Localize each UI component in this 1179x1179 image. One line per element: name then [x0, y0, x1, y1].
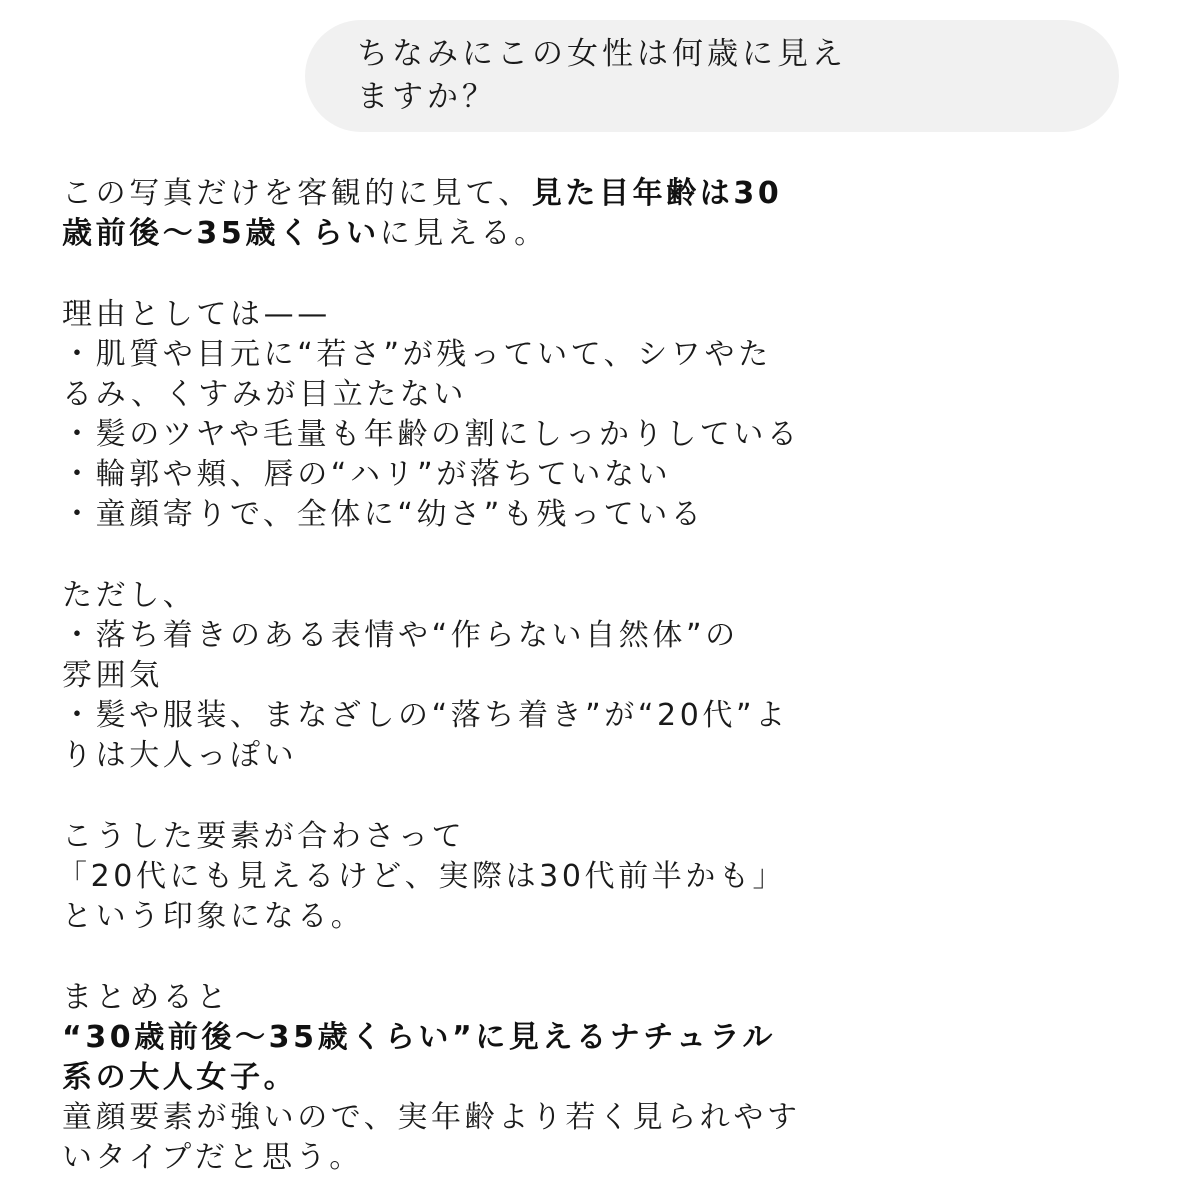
user-message-bubble — [305, 20, 1119, 132]
response-text: に見える。 — [379, 216, 548, 251]
conclusion-text: こうした要素が合わさって — [62, 819, 466, 854]
summary-text: いタイプだと思う。 — [62, 1140, 363, 1175]
bullet-item: ・童顔寄りで、全体に“幼さ”も残っている — [62, 497, 705, 532]
user-message-line: ちなみにこの女性は何歳に見え — [357, 36, 847, 72]
paragraph-spacer — [62, 535, 1162, 576]
bullet-item-continuation: 雰囲気 — [62, 658, 163, 693]
bullet-item: ・輪郭や頬、唇の“ハリ”が落ちていない — [62, 457, 672, 492]
bullet-item: ・髪のツヤや毛量も年齢の割にしっかりしている — [62, 417, 801, 452]
summary-text: 童顔要素が強いので、実年齢より若く見られやす — [62, 1100, 801, 1135]
bullet-item: ・髪や服装、まなざしの“落ち着き”が“20代”よ — [62, 698, 789, 733]
paragraph-spacer — [62, 776, 1162, 817]
user-message-line: ますか？ — [357, 79, 497, 115]
assistant-response — [57, 174, 1162, 1178]
paragraph-spacer — [62, 254, 1162, 295]
conclusion-quote: 「20代にも見えるけど、実際は30代前半かも」 — [57, 859, 787, 894]
response-line — [62, 174, 1162, 214]
bullet-item: ・落ち着きのある表情や“作らない自然体”の — [62, 618, 739, 653]
summary-emphasis: 系の大人女子。 — [62, 1060, 298, 1095]
response-emphasis: 歳前後〜35歳くらい — [62, 216, 380, 251]
bullet-item-continuation: るみ、くすみが目立たない — [62, 377, 467, 412]
response-text: この写真だけを客観的に見て、 — [62, 176, 532, 211]
summary-emphasis: “30歳前後〜35歳くらい”に見えるナチュラル — [62, 1020, 776, 1055]
conclusion-text: という印象になる。 — [62, 899, 365, 934]
caveat-heading: ただし、 — [62, 578, 197, 613]
summary-heading: まとめると — [62, 980, 230, 1015]
paragraph-spacer — [62, 937, 1162, 978]
reasons-heading: 理由としては—— — [62, 297, 331, 332]
response-line — [62, 214, 1162, 254]
bullet-item: ・肌質や目元に“若さ”が残っていて、シワやた — [62, 337, 772, 372]
bullet-item-continuation: りは大人っぽい — [62, 738, 298, 773]
response-emphasis: 見た目年齢は30 — [531, 176, 783, 211]
